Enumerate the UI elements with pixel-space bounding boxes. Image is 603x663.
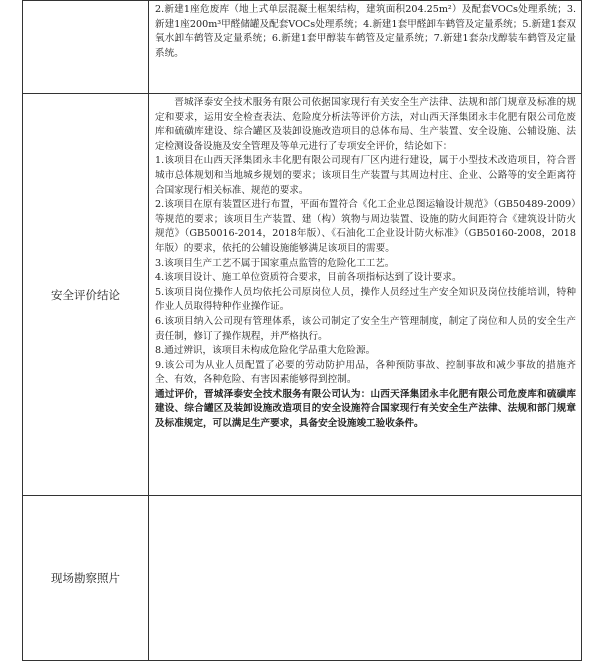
evaluation-item-3: 3.该项目生产工艺不属于国家重点监管的危险化工工艺。 bbox=[155, 257, 395, 269]
evaluation-item-5: 5.该项目岗位操作人员均依托公司原岗位人员，操作人员经过生产安全知识及岗位技能培训，特种作业人员取得特种作业操作证。 bbox=[155, 286, 576, 313]
scope-text: 2.新建1座危废库（地上式单层混凝土框架结构，建筑面积204.25m²）及配套VOCs处理系统；3.新建1座200m³甲醛储罐及配套VOCs处理系统；4.新建1套甲醛卸车鹤管及定量系统；5.新建1套双氧水卸车鹤管及定量系统；6.新建1套甲醇装车鹤管及定量系统；7.新建1套杂戊醇装车鹤管及定量系统。 bbox=[155, 4, 576, 59]
evaluation-item-9: 9.该公司为从业人员配置了必要的劳动防护用品，各种预防事故、控制事故和减少事故的措施齐全、有效，各种危险、有害因素能够得到控制。 bbox=[155, 359, 576, 386]
evaluation-label: 安全评价结论 bbox=[23, 94, 149, 496]
photo-row bbox=[23, 496, 582, 661]
scope-row bbox=[23, 1, 582, 94]
evaluation-item-1: 1.该项目在山西天泽集团永丰化肥有限公司现有厂区内进行建设，属于小型技术改造项目，符合晋城市总体规划和当地城乡规划的要求；该项目生产装置与其周边村庄、企业、公路等的安全距离符合国家现行相关标准、规范的要求。 bbox=[155, 155, 576, 196]
evaluation-item-6: 6.该项目纳入公司现有管理体系，该公司制定了安全生产管理制度，制定了岗位和人员的安全生产责任制，修订了操作规程，并严格执行。 bbox=[155, 315, 576, 342]
photo-label: 现场勘察照片 bbox=[23, 496, 149, 661]
evaluation-item-4: 4.该项目设计、施工单位资质符合要求，目前各项指标达到了设计要求。 bbox=[155, 272, 462, 284]
evaluation-item-8: 8.通过辨识，该项目未构成危险化学品重大危险源。 bbox=[155, 345, 376, 357]
scope-content-cell bbox=[149, 1, 582, 94]
evaluation-content-cell bbox=[149, 94, 582, 496]
evaluation-intro: 晋城泽泰安全技术服务有限公司依据国家现行有关安全生产法律、法规和部门规章及标准的规定和要求，运用安全检查表法、危险度分析法等评价方法，对山西天泽集团永丰化肥有限公司危废库和硫磺库建设、综合罐区及装卸设施改造项目的总体布局、生产装置、安全设施、公辅设施、法定检测设备设施及安全管理及等单元进行了专项安全评价，结论如下： bbox=[155, 97, 576, 152]
evaluation-conclusion: 通过评价，晋城泽泰安全技术服务有限公司认为：山西天泽集团永丰化肥有限公司危废库和硫磺库建设、综合罐区及装卸设施改造项目的安全设施符合国家现行有关安全生产法律、法规和部门规章及标准规定，可以满足生产要求，具备安全设施竣工验收条件。 bbox=[155, 388, 576, 430]
scope-label-cell bbox=[23, 1, 149, 94]
report-table bbox=[22, 0, 582, 661]
photo-content-cell bbox=[149, 496, 582, 661]
evaluation-row bbox=[23, 94, 582, 496]
evaluation-item-2: 2.该项目在原有装置区进行布置，平面布置符合《化工企业总图运输设计规范》（GB50489-2009）等规范的要求；该项目生产装置、建（构）筑物与周边装置、设施的防火间距符合《建筑设计防火规范》（GB50016-2014，2018年版）、《石油化工企业设计防火标准》（GB50160-2008，2018年版）的要求，依托的公辅设施能够满足该项目的需要。 bbox=[155, 199, 576, 254]
